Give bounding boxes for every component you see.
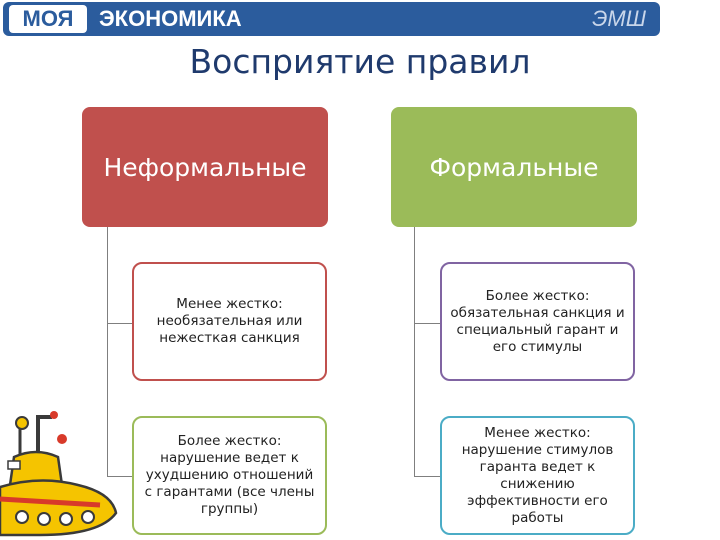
- school-label: ЭМШ: [592, 6, 646, 31]
- page-title: Восприятие правил: [189, 42, 531, 81]
- connector-branch: [107, 323, 132, 324]
- formal-strong-box: Более жестко: обязательная санкция и специальный гарант и его стимулы: [440, 262, 635, 381]
- formal-weak-box: Менее жестко: нарушение стимулов гаранта ведет к снижению эффективности его работы: [440, 416, 635, 535]
- logo-economics: ЭКОНОМИКА: [99, 6, 242, 31]
- informal-weak-box: Менее жестко: необязательная или нежесткая санкция: [132, 262, 327, 381]
- logo-moya: МОЯ: [9, 5, 87, 33]
- informal-strong-box: Более жестко: нарушение ведет к ухудшению отношений с гарантами (все члены группы): [132, 416, 327, 535]
- connector-formal: [414, 227, 415, 477]
- yellow-submarine-icon: [0, 395, 120, 540]
- heading-informal: Неформальные: [82, 107, 328, 227]
- heading-formal: Формальные: [391, 107, 637, 227]
- connector-branch: [414, 476, 440, 477]
- connector-branch: [414, 323, 440, 324]
- header-banner: [3, 2, 660, 36]
